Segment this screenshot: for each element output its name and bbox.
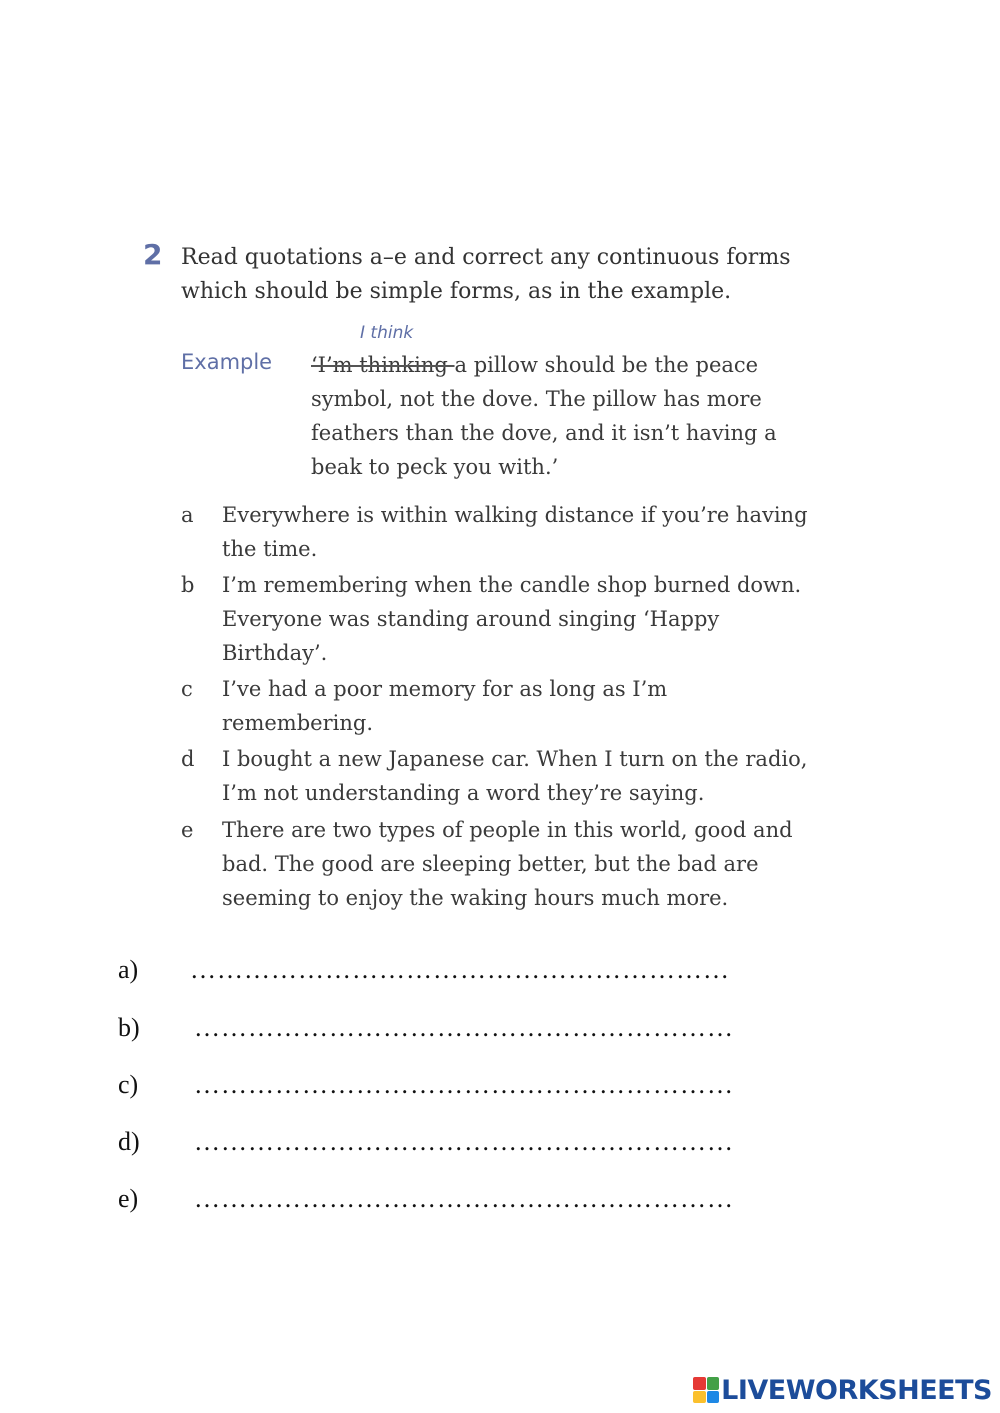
example-sentence: a pillow should be the peace symbol, not the dove. The pillow has more feathers than the dove, and it isn’t having a beak to peck you with.’ (311, 353, 777, 479)
brand-name: LIVEWORKSHEETS (721, 1374, 992, 1406)
example-correction: I think (360, 323, 414, 343)
answer-input-d[interactable]: …………………………………………………… (194, 1127, 734, 1156)
quote-item-d (181, 742, 821, 810)
answer-label: e) (118, 1184, 139, 1213)
answer-input-e[interactable]: …………………………………………………… (194, 1184, 734, 1213)
quote-item-e (181, 813, 821, 915)
quote-letter: d (181, 747, 195, 771)
quote-text: I bought a new Japanese car. When I turn on the radio, I’m not understanding a word they’re saying. (222, 747, 808, 805)
quote-text: Everywhere is within walking distance if you’re having the time. (222, 503, 808, 561)
quote-text: There are two types of people in this world, good and bad. The good are sleeping better, but the bad are seeming to enjoy the waking hours much more. (222, 818, 793, 910)
quote-text: I’ve had a poor memory for as long as I’m remembering. (222, 677, 668, 735)
example-label: Example (181, 350, 273, 374)
answer-label: d) (118, 1127, 140, 1156)
quote-letter: a (181, 503, 194, 527)
quote-letter: b (181, 573, 195, 597)
quote-letter: c (181, 677, 193, 701)
exercise-number: 2 (143, 238, 163, 271)
answer-input-a[interactable]: …………………………………………………… (190, 955, 730, 984)
liveworksheets-brand[interactable] (693, 1373, 992, 1407)
answer-label: c) (118, 1070, 139, 1099)
example-text (311, 348, 801, 484)
quote-item-b (181, 568, 821, 670)
liveworksheets-logo-icon (693, 1377, 719, 1403)
answer-label: b) (118, 1013, 140, 1042)
exercise-instruction: Read quotations a–e and correct any continuous forms which should be simple forms, as in the example. (181, 245, 791, 304)
answer-input-c[interactable]: …………………………………………………… (194, 1070, 734, 1099)
quote-letter: e (181, 818, 194, 842)
example-struck-phrase: ‘I’m thinking (311, 353, 455, 377)
quote-item-a (181, 498, 821, 566)
answer-input-b[interactable]: …………………………………………………… (194, 1013, 734, 1042)
quote-item-c (181, 672, 821, 740)
answer-label: a) (118, 955, 139, 984)
quote-text: I’m remembering when the candle shop burned down. Everyone was standing around singing ‘Happy Birthday’. (222, 573, 802, 665)
